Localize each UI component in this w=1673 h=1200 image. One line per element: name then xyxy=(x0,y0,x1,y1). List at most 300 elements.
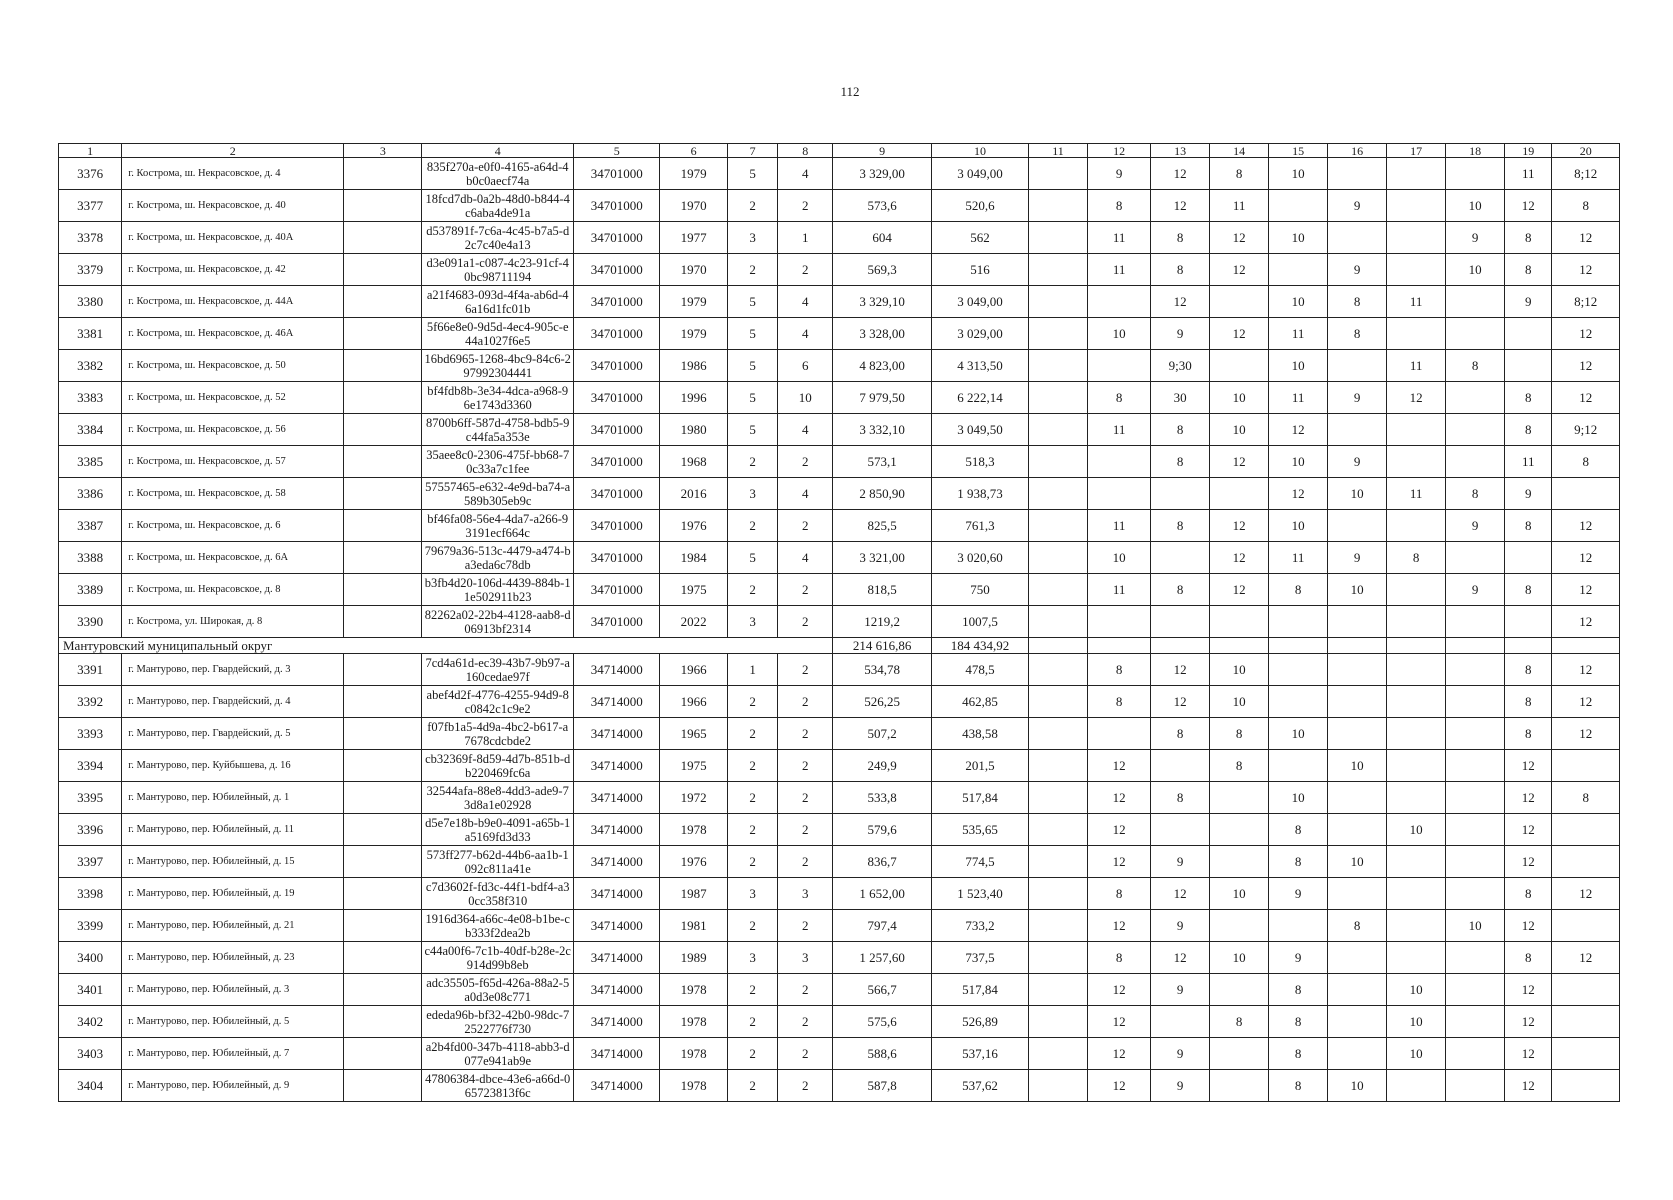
cell-c14: 10 xyxy=(1210,414,1269,446)
cell-c12: 11 xyxy=(1087,574,1150,606)
cell-c8: 2 xyxy=(778,1006,833,1038)
cell-c19: 12 xyxy=(1505,1070,1552,1102)
cell-c16 xyxy=(1328,942,1387,974)
cell-c12: 12 xyxy=(1087,974,1150,1006)
cell-c10: 201,5 xyxy=(932,750,1029,782)
cell-oktmo: 34701000 xyxy=(574,446,660,478)
table-row xyxy=(59,574,1620,606)
table-row xyxy=(59,222,1620,254)
cell-addr: г. Мантурово, пер. Юбилейный, д. 3 xyxy=(122,974,344,1006)
cell-c9: 573,6 xyxy=(833,190,932,222)
cell-c12: 8 xyxy=(1087,942,1150,974)
cell-c14: 10 xyxy=(1210,382,1269,414)
cell-guid: 47806384-dbce-43e6-a66d-065723813f6c xyxy=(422,1070,574,1102)
cell-c8: 2 xyxy=(778,574,833,606)
cell-c18 xyxy=(1446,382,1505,414)
cell-c20: 12 xyxy=(1552,382,1620,414)
cell-addr: г. Кострома, ш. Некрасовское, д. 40 xyxy=(122,190,344,222)
cell-c7: 3 xyxy=(727,878,778,910)
column-header: 8 xyxy=(778,144,833,158)
cell-c19: 9 xyxy=(1505,478,1552,510)
cell-c9: 579,6 xyxy=(833,814,932,846)
cell-c12: 12 xyxy=(1087,814,1150,846)
cell-c13: 9 xyxy=(1151,846,1210,878)
cell-c3 xyxy=(344,286,422,318)
cell-addr: г. Кострома, ш. Некрасовское, д. 56 xyxy=(122,414,344,446)
cell-c19: 8 xyxy=(1505,222,1552,254)
cell-c3 xyxy=(344,974,422,1006)
cell-c3 xyxy=(344,350,422,382)
cell-c18: 9 xyxy=(1446,222,1505,254)
cell-guid: 18fcd7db-0a2b-48d0-b844-4c6aba4de91a xyxy=(422,190,574,222)
cell-c20 xyxy=(1552,974,1620,1006)
cell-c19: 8 xyxy=(1505,686,1552,718)
cell-c15 xyxy=(1269,190,1328,222)
cell-c9: 2 850,90 xyxy=(833,478,932,510)
cell-c13: 8 xyxy=(1151,718,1210,750)
column-header: 7 xyxy=(727,144,778,158)
column-header: 14 xyxy=(1210,144,1269,158)
table-row xyxy=(59,382,1620,414)
cell-c15: 10 xyxy=(1269,718,1328,750)
column-header: 5 xyxy=(574,144,660,158)
cell-c18 xyxy=(1446,446,1505,478)
cell-c10: 462,85 xyxy=(932,686,1029,718)
cell-c14: 10 xyxy=(1210,878,1269,910)
column-header: 9 xyxy=(833,144,932,158)
cell-c20: 12 xyxy=(1552,574,1620,606)
housing-register-table xyxy=(58,143,1620,1102)
table-row xyxy=(59,974,1620,1006)
cell-year: 1970 xyxy=(660,190,727,222)
cell-year: 1996 xyxy=(660,382,727,414)
cell-c13: 9 xyxy=(1151,318,1210,350)
cell-c20: 12 xyxy=(1552,654,1620,686)
cell-c17 xyxy=(1387,222,1446,254)
table-row xyxy=(59,814,1620,846)
cell-c16: 9 xyxy=(1328,382,1387,414)
cell-c9: 569,3 xyxy=(833,254,932,286)
cell-c10: 3 049,00 xyxy=(932,158,1029,190)
cell-c16 xyxy=(1328,1038,1387,1070)
cell-c18 xyxy=(1446,414,1505,446)
cell-year: 2016 xyxy=(660,478,727,510)
cell-c3 xyxy=(344,846,422,878)
cell-c15: 12 xyxy=(1269,414,1328,446)
cell-c17 xyxy=(1387,686,1446,718)
cell-c14 xyxy=(1210,814,1269,846)
cell-c17 xyxy=(1387,942,1446,974)
cell-c13 xyxy=(1151,542,1210,574)
cell-c17 xyxy=(1387,254,1446,286)
cell-c19: 8 xyxy=(1505,878,1552,910)
table-row xyxy=(59,910,1620,942)
table-row xyxy=(59,606,1620,638)
cell-c20: 12 xyxy=(1552,718,1620,750)
cell-c10: 1007,5 xyxy=(932,606,1029,638)
cell-c14 xyxy=(1210,974,1269,1006)
cell-c8: 3 xyxy=(778,942,833,974)
cell-c17 xyxy=(1387,318,1446,350)
cell-c10: 750 xyxy=(932,574,1029,606)
cell-c18: 9 xyxy=(1446,510,1505,542)
cell-n: 3383 xyxy=(59,382,122,414)
cell-guid: bf46fa08-56e4-4da7-a266-93191ecf664c xyxy=(422,510,574,542)
cell-c10: 733,2 xyxy=(932,910,1029,942)
cell-guid: 57557465-e632-4e9d-ba74-a589b305eb9c xyxy=(422,478,574,510)
cell-c15: 8 xyxy=(1269,1006,1328,1038)
cell-c15: 8 xyxy=(1269,814,1328,846)
cell-c20: 12 xyxy=(1552,606,1620,638)
cell-guid: a21f4683-093d-4f4a-ab6d-46a16d1fc01b xyxy=(422,286,574,318)
cell-c9: 1219,2 xyxy=(833,606,932,638)
table-row xyxy=(59,878,1620,910)
cell-c18 xyxy=(1446,1038,1505,1070)
cell-c15: 10 xyxy=(1269,782,1328,814)
cell-c15 xyxy=(1269,750,1328,782)
cell-c10: 478,5 xyxy=(932,654,1029,686)
cell-c19: 12 xyxy=(1505,814,1552,846)
cell-c10: 3 029,00 xyxy=(932,318,1029,350)
cell-c18: 10 xyxy=(1446,254,1505,286)
cell-c8: 4 xyxy=(778,542,833,574)
cell-c8: 2 xyxy=(778,190,833,222)
cell-addr: г. Кострома, ш. Некрасовское, д. 52 xyxy=(122,382,344,414)
cell-year: 1970 xyxy=(660,254,727,286)
cell-n: 3378 xyxy=(59,222,122,254)
cell-addr: г. Мантурово, пер. Юбилейный, д. 1 xyxy=(122,782,344,814)
cell-c11 xyxy=(1029,254,1088,286)
cell-c13 xyxy=(1151,606,1210,638)
cell-c11 xyxy=(1029,686,1088,718)
cell-c17: 10 xyxy=(1387,814,1446,846)
cell-oktmo: 34714000 xyxy=(574,654,660,686)
cell-c14: 12 xyxy=(1210,222,1269,254)
column-header: 10 xyxy=(932,144,1029,158)
cell-c15: 11 xyxy=(1269,542,1328,574)
cell-c13: 30 xyxy=(1151,382,1210,414)
cell-addr: г. Кострома, ул. Широкая, д. 8 xyxy=(122,606,344,638)
cell-c3 xyxy=(344,318,422,350)
cell-year: 1980 xyxy=(660,414,727,446)
cell-c18: 9 xyxy=(1446,574,1505,606)
cell-c9: 818,5 xyxy=(833,574,932,606)
cell-c18: 8 xyxy=(1446,478,1505,510)
cell-oktmo: 34714000 xyxy=(574,718,660,750)
cell-c7: 1 xyxy=(727,654,778,686)
cell-c12 xyxy=(1087,286,1150,318)
cell-c15 xyxy=(1269,910,1328,942)
cell-guid: cb32369f-8d59-4d7b-851b-db220469fc6a xyxy=(422,750,574,782)
cell-c13 xyxy=(1151,814,1210,846)
cell-c16 xyxy=(1328,878,1387,910)
cell-c7: 2 xyxy=(727,782,778,814)
cell-oktmo: 34714000 xyxy=(574,1070,660,1102)
cell-c9: 534,78 xyxy=(833,654,932,686)
cell-guid: 573ff277-b62d-44b6-aa1b-1092c811a41e xyxy=(422,846,574,878)
cell-c9: 1 257,60 xyxy=(833,942,932,974)
cell-n: 3384 xyxy=(59,414,122,446)
cell-year: 1978 xyxy=(660,1038,727,1070)
cell-c17: 10 xyxy=(1387,1038,1446,1070)
table-row xyxy=(59,1006,1620,1038)
cell-c19: 8 xyxy=(1505,942,1552,974)
cell-c13: 9 xyxy=(1151,1038,1210,1070)
cell-c16: 9 xyxy=(1328,446,1387,478)
cell-c12 xyxy=(1087,446,1150,478)
cell-c12: 8 xyxy=(1087,686,1150,718)
column-header: 1 xyxy=(59,144,122,158)
cell-c14: 8 xyxy=(1210,158,1269,190)
table-row xyxy=(59,942,1620,974)
cell-c7: 3 xyxy=(727,478,778,510)
cell-c13: 12 xyxy=(1151,878,1210,910)
cell-oktmo: 34701000 xyxy=(574,254,660,286)
cell-c15 xyxy=(1269,686,1328,718)
cell-c3 xyxy=(344,478,422,510)
cell-year: 1981 xyxy=(660,910,727,942)
group-empty-cell xyxy=(1328,638,1387,654)
cell-c9: 526,25 xyxy=(833,686,932,718)
cell-c3 xyxy=(344,574,422,606)
cell-c11 xyxy=(1029,286,1088,318)
cell-c11 xyxy=(1029,510,1088,542)
column-header: 16 xyxy=(1328,144,1387,158)
cell-addr: г. Мантурово, пер. Куйбышева, д. 16 xyxy=(122,750,344,782)
cell-addr: г. Кострома, ш. Некрасовское, д. 6А xyxy=(122,542,344,574)
group-empty-cell xyxy=(1446,638,1505,654)
cell-c18 xyxy=(1446,814,1505,846)
cell-c20 xyxy=(1552,910,1620,942)
cell-c19 xyxy=(1505,606,1552,638)
cell-guid: 79679a36-513c-4479-a474-ba3eda6c78db xyxy=(422,542,574,574)
cell-c14 xyxy=(1210,606,1269,638)
cell-c20: 12 xyxy=(1552,222,1620,254)
cell-c19: 9 xyxy=(1505,286,1552,318)
cell-n: 3387 xyxy=(59,510,122,542)
cell-c13 xyxy=(1151,478,1210,510)
cell-c3 xyxy=(344,782,422,814)
cell-addr: г. Мантурово, пер. Юбилейный, д. 11 xyxy=(122,814,344,846)
cell-c8: 2 xyxy=(778,782,833,814)
cell-c11 xyxy=(1029,878,1088,910)
cell-c15 xyxy=(1269,254,1328,286)
cell-c12: 12 xyxy=(1087,782,1150,814)
cell-c11 xyxy=(1029,574,1088,606)
cell-c15 xyxy=(1269,606,1328,638)
cell-year: 1978 xyxy=(660,974,727,1006)
cell-c18: 8 xyxy=(1446,350,1505,382)
cell-c18 xyxy=(1446,158,1505,190)
cell-c11 xyxy=(1029,318,1088,350)
cell-c10: 518,3 xyxy=(932,446,1029,478)
cell-c16 xyxy=(1328,974,1387,1006)
cell-c15: 8 xyxy=(1269,974,1328,1006)
cell-c9: 825,5 xyxy=(833,510,932,542)
cell-year: 1986 xyxy=(660,350,727,382)
cell-n: 3399 xyxy=(59,910,122,942)
table-row xyxy=(59,350,1620,382)
cell-oktmo: 34714000 xyxy=(574,846,660,878)
cell-addr: г. Кострома, ш. Некрасовское, д. 42 xyxy=(122,254,344,286)
cell-c7: 2 xyxy=(727,1070,778,1102)
cell-oktmo: 34714000 xyxy=(574,1038,660,1070)
cell-c7: 5 xyxy=(727,542,778,574)
cell-c7: 5 xyxy=(727,286,778,318)
cell-c3 xyxy=(344,1006,422,1038)
cell-c15: 8 xyxy=(1269,846,1328,878)
cell-oktmo: 34714000 xyxy=(574,878,660,910)
cell-c7: 3 xyxy=(727,942,778,974)
cell-c10: 4 313,50 xyxy=(932,350,1029,382)
cell-year: 1976 xyxy=(660,846,727,878)
cell-c17: 11 xyxy=(1387,286,1446,318)
column-header: 18 xyxy=(1446,144,1505,158)
cell-c13: 12 xyxy=(1151,286,1210,318)
cell-c13 xyxy=(1151,1006,1210,1038)
cell-n: 3388 xyxy=(59,542,122,574)
cell-year: 1972 xyxy=(660,782,727,814)
cell-c10: 526,89 xyxy=(932,1006,1029,1038)
group-empty-cell xyxy=(1387,638,1446,654)
cell-guid: 1916d364-a66c-4e08-b1be-cb333f2dea2b xyxy=(422,910,574,942)
cell-addr: г. Кострома, ш. Некрасовское, д. 4 xyxy=(122,158,344,190)
cell-c13: 9 xyxy=(1151,1070,1210,1102)
cell-n: 3402 xyxy=(59,1006,122,1038)
cell-c9: 3 332,10 xyxy=(833,414,932,446)
cell-c19: 12 xyxy=(1505,782,1552,814)
cell-c3 xyxy=(344,814,422,846)
cell-c3 xyxy=(344,686,422,718)
cell-c9: 3 329,10 xyxy=(833,286,932,318)
cell-year: 1978 xyxy=(660,1070,727,1102)
cell-c16 xyxy=(1328,654,1387,686)
cell-n: 3404 xyxy=(59,1070,122,1102)
cell-c19 xyxy=(1505,542,1552,574)
cell-c12: 11 xyxy=(1087,222,1150,254)
cell-c17 xyxy=(1387,654,1446,686)
table-row xyxy=(59,1038,1620,1070)
cell-addr: г. Кострома, ш. Некрасовское, д. 8 xyxy=(122,574,344,606)
cell-c3 xyxy=(344,654,422,686)
cell-c14: 8 xyxy=(1210,1006,1269,1038)
cell-c20: 12 xyxy=(1552,350,1620,382)
cell-c17 xyxy=(1387,510,1446,542)
table-row xyxy=(59,750,1620,782)
group-empty-cell xyxy=(1269,638,1328,654)
cell-n: 3390 xyxy=(59,606,122,638)
cell-c11 xyxy=(1029,190,1088,222)
cell-c8: 2 xyxy=(778,654,833,686)
cell-c12 xyxy=(1087,606,1150,638)
cell-c19: 12 xyxy=(1505,750,1552,782)
cell-c20: 12 xyxy=(1552,510,1620,542)
cell-c19: 12 xyxy=(1505,1038,1552,1070)
cell-c16: 8 xyxy=(1328,318,1387,350)
cell-c13: 9 xyxy=(1151,974,1210,1006)
table-row xyxy=(59,158,1620,190)
cell-year: 1975 xyxy=(660,574,727,606)
cell-c12: 12 xyxy=(1087,1038,1150,1070)
cell-c3 xyxy=(344,878,422,910)
cell-c15: 10 xyxy=(1269,510,1328,542)
cell-addr: г. Мантурово, пер. Гвардейский, д. 3 xyxy=(122,654,344,686)
column-header: 17 xyxy=(1387,144,1446,158)
cell-c13: 9;30 xyxy=(1151,350,1210,382)
cell-c3 xyxy=(344,1070,422,1102)
table-body xyxy=(59,158,1620,1102)
cell-c12: 12 xyxy=(1087,1006,1150,1038)
column-header: 3 xyxy=(344,144,422,158)
cell-c12 xyxy=(1087,718,1150,750)
cell-c14 xyxy=(1210,286,1269,318)
cell-c12: 12 xyxy=(1087,1070,1150,1102)
cell-c16: 8 xyxy=(1328,910,1387,942)
cell-c14: 11 xyxy=(1210,190,1269,222)
cell-c20: 8;12 xyxy=(1552,158,1620,190)
cell-addr: г. Кострома, ш. Некрасовское, д. 6 xyxy=(122,510,344,542)
cell-c3 xyxy=(344,190,422,222)
cell-c19: 8 xyxy=(1505,654,1552,686)
cell-c8: 2 xyxy=(778,910,833,942)
cell-n: 3398 xyxy=(59,878,122,910)
cell-c17: 10 xyxy=(1387,1006,1446,1038)
cell-c7: 2 xyxy=(727,750,778,782)
cell-guid: a2b4fd00-347b-4118-abb3-d077e941ab9e xyxy=(422,1038,574,1070)
table-row xyxy=(59,318,1620,350)
cell-c8: 2 xyxy=(778,814,833,846)
cell-c10: 537,16 xyxy=(932,1038,1029,1070)
cell-c11 xyxy=(1029,1006,1088,1038)
cell-c17 xyxy=(1387,190,1446,222)
cell-c11 xyxy=(1029,446,1088,478)
cell-c20: 8 xyxy=(1552,782,1620,814)
cell-c15: 9 xyxy=(1269,942,1328,974)
cell-c16 xyxy=(1328,510,1387,542)
cell-c15 xyxy=(1269,654,1328,686)
cell-c13: 12 xyxy=(1151,158,1210,190)
cell-c11 xyxy=(1029,910,1088,942)
cell-oktmo: 34714000 xyxy=(574,942,660,974)
cell-guid: c44a00f6-7c1b-40df-b28e-2c914d99b8eb xyxy=(422,942,574,974)
cell-c17 xyxy=(1387,1070,1446,1102)
cell-c17: 10 xyxy=(1387,974,1446,1006)
cell-c19 xyxy=(1505,350,1552,382)
cell-oktmo: 34714000 xyxy=(574,910,660,942)
cell-year: 1977 xyxy=(660,222,727,254)
cell-c11 xyxy=(1029,718,1088,750)
cell-c12: 10 xyxy=(1087,542,1150,574)
cell-guid: c7d3602f-fd3c-44f1-bdf4-a30cc358f310 xyxy=(422,878,574,910)
cell-c15: 10 xyxy=(1269,158,1328,190)
column-header: 20 xyxy=(1552,144,1620,158)
cell-c11 xyxy=(1029,750,1088,782)
cell-c3 xyxy=(344,254,422,286)
cell-c20: 9;12 xyxy=(1552,414,1620,446)
cell-c19: 12 xyxy=(1505,974,1552,1006)
cell-c20: 8;12 xyxy=(1552,286,1620,318)
cell-c7: 2 xyxy=(727,190,778,222)
cell-c13 xyxy=(1151,750,1210,782)
cell-c16: 9 xyxy=(1328,542,1387,574)
cell-year: 1984 xyxy=(660,542,727,574)
cell-c16 xyxy=(1328,350,1387,382)
cell-year: 1966 xyxy=(660,686,727,718)
cell-c14 xyxy=(1210,478,1269,510)
column-header: 19 xyxy=(1505,144,1552,158)
cell-c18 xyxy=(1446,846,1505,878)
cell-year: 1989 xyxy=(660,942,727,974)
